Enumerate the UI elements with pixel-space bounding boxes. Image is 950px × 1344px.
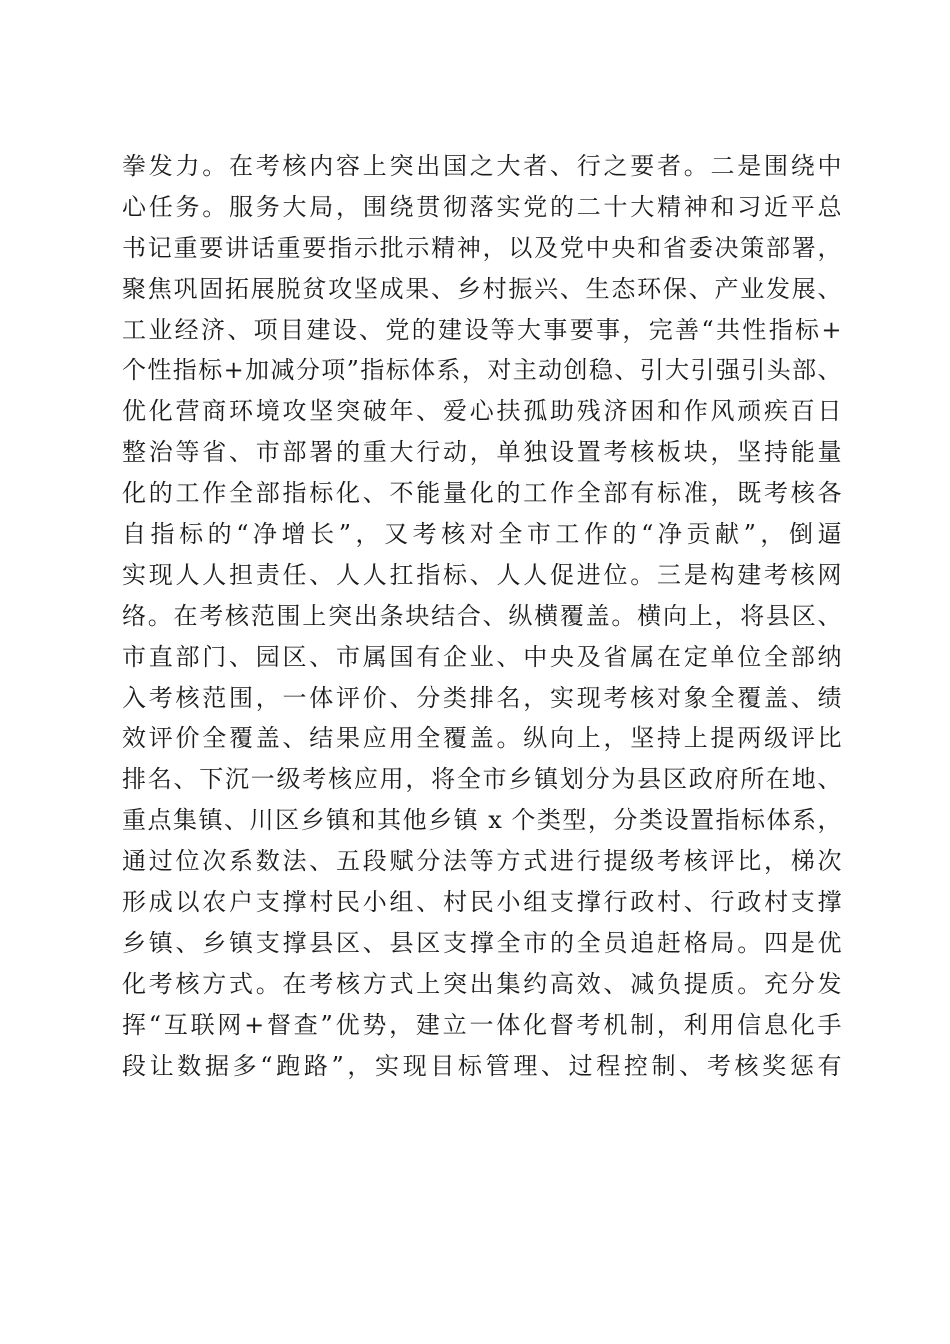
text-line: 排名、下沉一级考核应用，将全市乡镇划分为县区政府所在地、	[122, 765, 842, 794]
text-line: 效评价全覆盖、结果应用全覆盖。纵向上，坚持上提两级评比	[122, 724, 842, 753]
text-line: 整治等省、市部署的重大行动，单独设置考核板块，坚持能量	[122, 438, 842, 467]
text-line: 通过位次系数法、五段赋分法等方式进行提级考核评比，梯次	[122, 847, 842, 876]
text-line: 化的工作全部指标化、不能量化的工作全部有标准，既考核各	[122, 479, 842, 508]
text-line: 入考核范围，一体评价、分类排名，实现考核对象全覆盖、绩	[122, 683, 842, 712]
text-line: 心任务。服务大局，围绕贯彻落实党的二十大精神和习近平总	[122, 192, 842, 221]
text-line: 聚焦巩固拓展脱贫攻坚成果、乡村振兴、生态环保、产业发展、	[122, 274, 842, 303]
text-line: 化考核方式。在考核方式上突出集约高效、减负提质。充分发	[122, 969, 842, 998]
text-line: 市直部门、园区、市属国有企业、中央及省属在定单位全部纳	[122, 642, 842, 671]
text-line: 自指标的“净增长”，又考核对全市工作的“净贡献”，倒逼	[122, 520, 842, 549]
text-line: 拳发力。在考核内容上突出国之大者、行之要者。二是围绕中	[122, 152, 842, 180]
text-line: 实现人人担责任、人人扛指标、人人促进位。三是构建考核网	[122, 560, 842, 589]
text-line: 优化营商环境攻坚突破年、爱心扶孤助残济困和作风顽疾百日	[122, 397, 842, 426]
text-line: 书记重要讲话重要指示批示精神，以及党中央和省委决策部署，	[122, 233, 842, 262]
text-line: 乡镇、乡镇支撑县区、县区支撑全市的全员追赶格局。四是优	[122, 928, 842, 957]
text-line: 个性指标+加减分项”指标体系，对主动创稳、引大引强引头部、	[122, 356, 842, 385]
text-line: 络。在考核范围上突出条块结合、纵横覆盖。横向上，将县区、	[122, 601, 842, 630]
text-line: 挥“互联网+督查”优势，建立一体化督考机制，利用信息化手	[122, 1010, 842, 1039]
text-line: 工业经济、项目建设、党的建设等大事要事，完善“共性指标+	[122, 315, 842, 344]
text-line: 形成以农户支撑村民小组、村民小组支撑行政村、行政村支撑	[122, 888, 842, 917]
body-text	[122, 146, 842, 1086]
text-line: 段让数据多“跑路”，实现目标管理、过程控制、考核奖惩有	[122, 1051, 842, 1080]
text-line: 重点集镇、川区乡镇和其他乡镇 x 个类型，分类设置指标体系，	[122, 806, 842, 835]
